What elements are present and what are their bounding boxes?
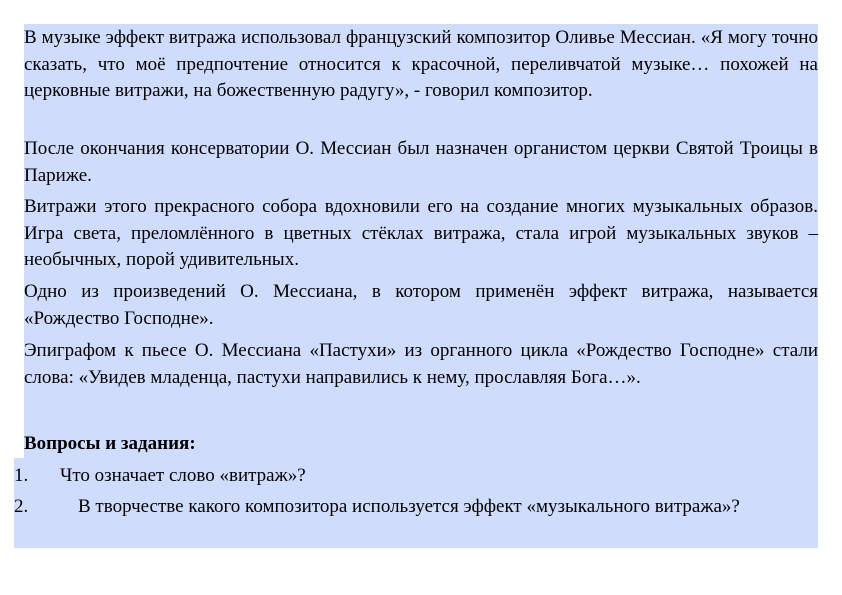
question-item (14, 494, 818, 521)
paragraph-messiaen-intro: В музыке эффект витража использовал французский композитор Оливье Мессиан. «Я могу точно сказать, что моё предпочтение относится к красочной, переливчатой музыке… похожей на церковные витражи, на божественную радугу», - говорил композитор. (24, 27, 818, 101)
question-item (14, 463, 818, 490)
question-number: 1. (14, 465, 29, 486)
paragraph-nativity: Одно из произведений О. Мессиана, в котором применён эффект витража, называется «Рождество Господне». (24, 281, 818, 329)
question-text: Что означает слово «витраж»? (60, 465, 306, 486)
questions-heading: Вопросы и задания: (24, 433, 196, 454)
paragraph-stained-glass: Витражи этого прекрасного собора вдохновили его на создание многих музыкальных образов. Игра света, преломлённого в цветных стёклах витража, стала игрой музыкальных звуков – необычных, порой удивительных. (24, 196, 818, 270)
question-text: В творчестве какого композитора используется эффект «музыкального витража»? (78, 496, 740, 517)
question-number: 2. (14, 496, 29, 517)
paragraph-epigraph: Эпиграфом к пьесе О. Мессиана «Пастухи» из органного цикла «Рождество Господне» стали слова: «Увидев младенца, пастухи направились к нему, прославляя Бога…». (24, 340, 818, 388)
paragraph-organist: После окончания консерватории О. Мессиан был назначен органистом церкви Святой Троицы в Париже. (24, 138, 818, 186)
